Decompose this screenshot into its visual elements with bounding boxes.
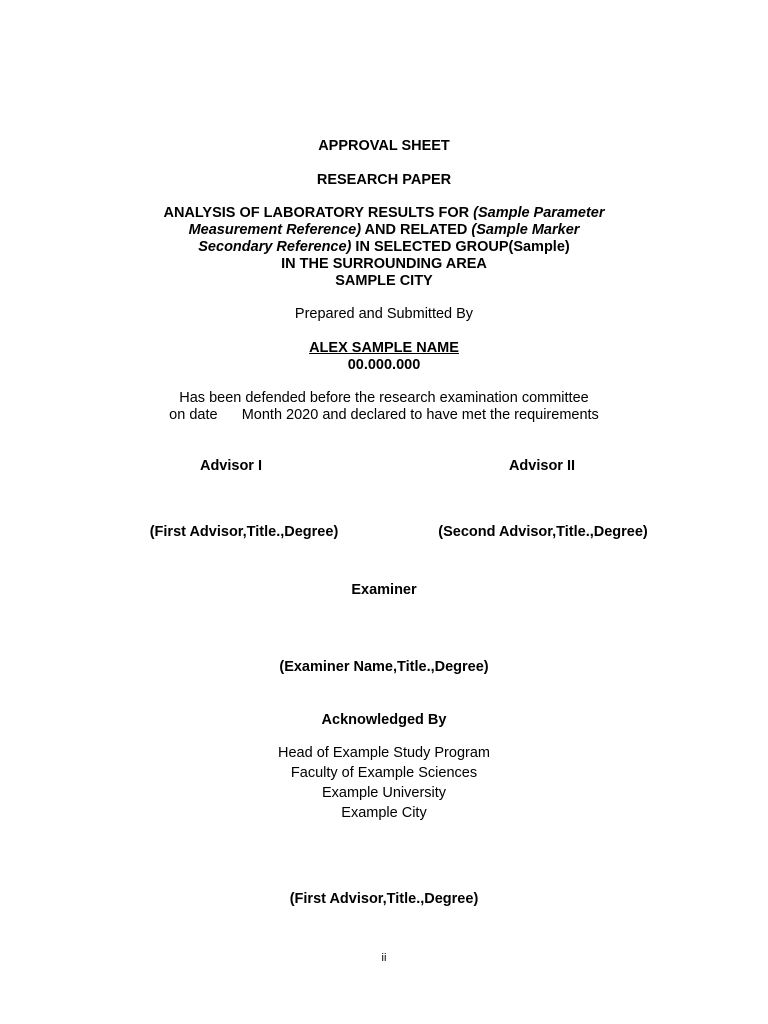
advisor-2-name: (Second Advisor,Title.,Degree) bbox=[438, 524, 648, 540]
title-italic-text: (Sample Marker bbox=[471, 222, 580, 238]
acknowledged-signer: (First Advisor,Title.,Degree) bbox=[289, 891, 479, 907]
examiner-label: Examiner bbox=[351, 582, 417, 598]
prepared-by-label: Prepared and Submitted By bbox=[294, 306, 474, 322]
page-number: ii bbox=[381, 952, 387, 964]
title-italic-text: Secondary Reference) bbox=[198, 239, 352, 255]
title-text: AND RELATED bbox=[361, 222, 472, 238]
title-line-3 bbox=[0, 239, 768, 256]
defense-line-2: on date Month 2020 and declared to have met the requirements bbox=[169, 407, 599, 423]
advisor-1-name: (First Advisor,Title.,Degree) bbox=[149, 524, 339, 540]
advisor-1-label: Advisor I bbox=[199, 458, 263, 474]
title-italic-text: Measurement Reference) bbox=[188, 222, 362, 238]
author-id: 00.000.000 bbox=[347, 357, 421, 373]
author-name: ALEX SAMPLE NAME bbox=[309, 340, 459, 356]
acknowledged-line-4: Example City bbox=[341, 805, 427, 821]
examiner-name: (Examiner Name,Title.,Degree) bbox=[279, 659, 489, 675]
title-line-5: SAMPLE CITY bbox=[335, 273, 433, 289]
acknowledged-label: Acknowledged By bbox=[321, 712, 447, 728]
title-line-1 bbox=[0, 205, 768, 222]
title-line-2 bbox=[0, 222, 768, 239]
title-italic-text: (Sample Parameter bbox=[473, 205, 605, 221]
title-line-4: IN THE SURROUNDING AREA bbox=[281, 256, 487, 272]
title-text: ANALYSIS OF LABORATORY RESULTS FOR bbox=[163, 205, 474, 221]
advisor-2-label: Advisor II bbox=[508, 458, 576, 474]
title-text: IN SELECTED GROUP(Sample) bbox=[351, 239, 570, 255]
approval-heading: APPROVAL SHEET bbox=[318, 138, 450, 154]
acknowledged-line-3: Example University bbox=[321, 785, 447, 801]
acknowledged-line-2: Faculty of Example Sciences bbox=[290, 765, 478, 781]
defense-line-1: Has been defended before the research examination committee bbox=[179, 390, 589, 406]
acknowledged-line-1: Head of Example Study Program bbox=[278, 745, 490, 761]
document-type: RESEARCH PAPER bbox=[316, 172, 452, 188]
